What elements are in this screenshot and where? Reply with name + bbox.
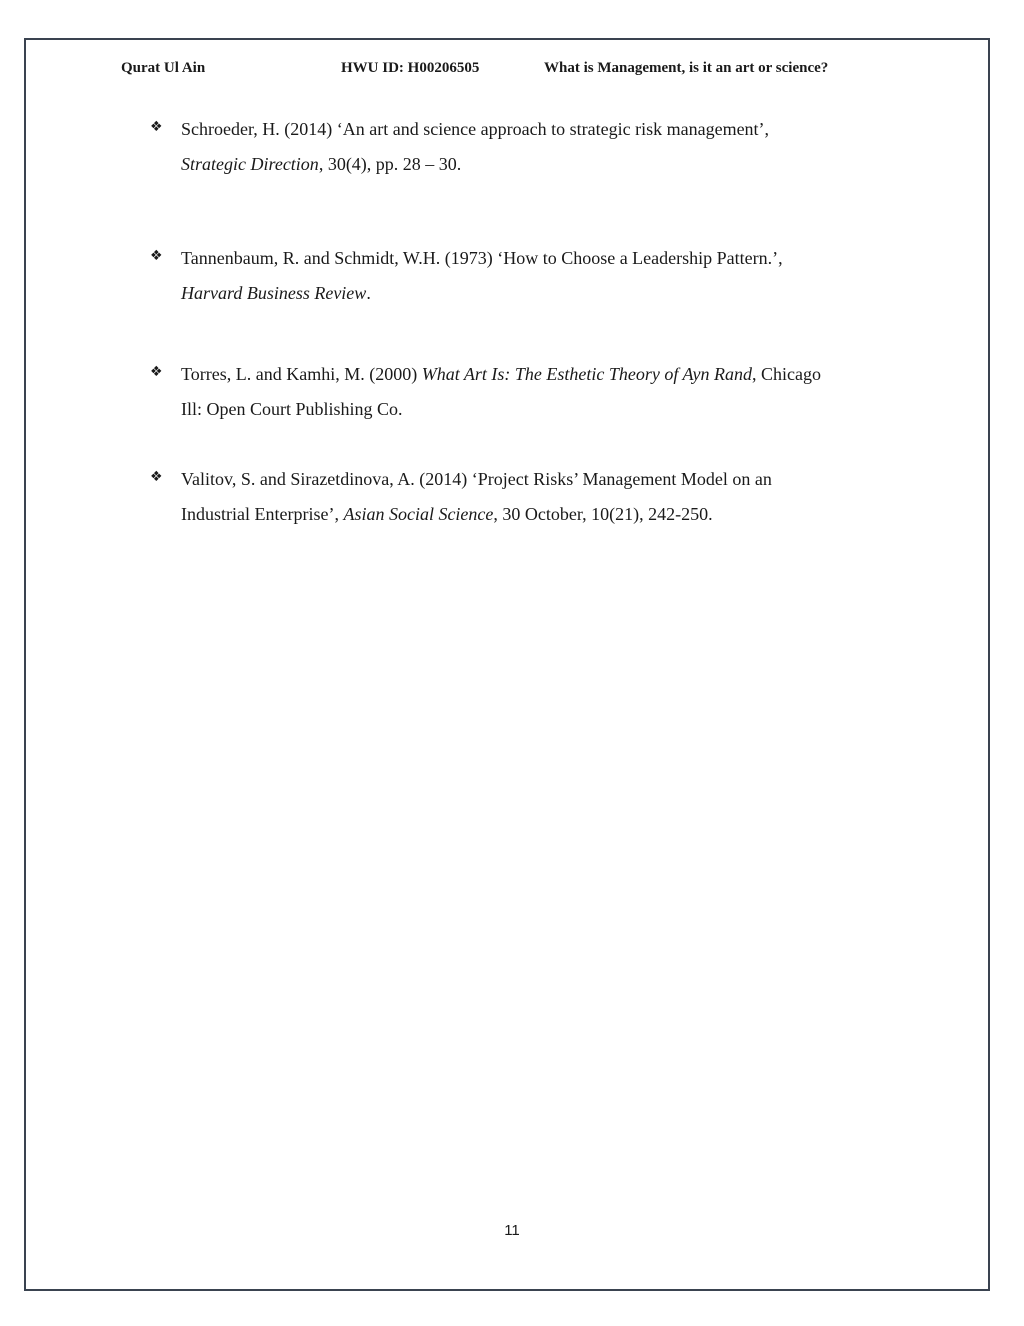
diamond-bullet-icon: ❖ xyxy=(150,364,163,380)
reference-italic-run: Strategic Direction xyxy=(181,154,319,174)
reference-line xyxy=(181,247,783,269)
reference-italic-run: Asian Social Science xyxy=(343,504,494,524)
reference-line xyxy=(181,468,772,490)
reference-line xyxy=(181,118,769,140)
header-hwu-id: HWU ID: H00206505 xyxy=(341,60,480,76)
reference-text-run: Valitov, S. and Sirazetdinova, A. (2014) ‘Project Risks’ Management Model on an xyxy=(181,469,772,489)
reference-line xyxy=(181,282,371,304)
page-number: 11 xyxy=(504,1222,520,1239)
reference-text-run: Tannenbaum, R. and Schmidt, W.H. (1973) ‘How to Choose a Leadership Pattern.’, xyxy=(181,248,783,268)
reference-text-run: . xyxy=(366,283,371,303)
diamond-bullet-icon: ❖ xyxy=(150,119,163,135)
reference-line xyxy=(181,363,821,385)
diamond-bullet-icon: ❖ xyxy=(150,248,163,264)
reference-text-run: Ill: Open Court Publishing Co. xyxy=(181,399,403,419)
reference-text-run: Torres, L. and Kamhi, M. (2000) xyxy=(181,364,422,384)
reference-line xyxy=(181,398,403,420)
reference-text-run: , Chicago xyxy=(752,364,822,384)
header-title: What is Management, is it an art or science? xyxy=(544,60,829,76)
reference-text-run: , 30(4), pp. 28 – 30. xyxy=(318,154,462,174)
header-author: Qurat Ul Ain xyxy=(121,60,206,76)
reference-line xyxy=(181,153,461,175)
reference-text-run: , 30 October, 10(21), 242-250. xyxy=(493,504,713,524)
reference-italic-run: What Art Is: The Esthetic Theory of Ayn Rand xyxy=(421,364,753,384)
reference-text-run: Schroeder, H. (2014) ‘An art and science approach to strategic risk management’, xyxy=(181,119,770,139)
reference-line xyxy=(181,503,713,525)
reference-italic-run: Harvard Business Review xyxy=(181,283,367,303)
diamond-bullet-icon: ❖ xyxy=(150,469,163,485)
page-border xyxy=(24,38,990,1291)
reference-text-run: Industrial Enterprise’, xyxy=(181,504,344,524)
